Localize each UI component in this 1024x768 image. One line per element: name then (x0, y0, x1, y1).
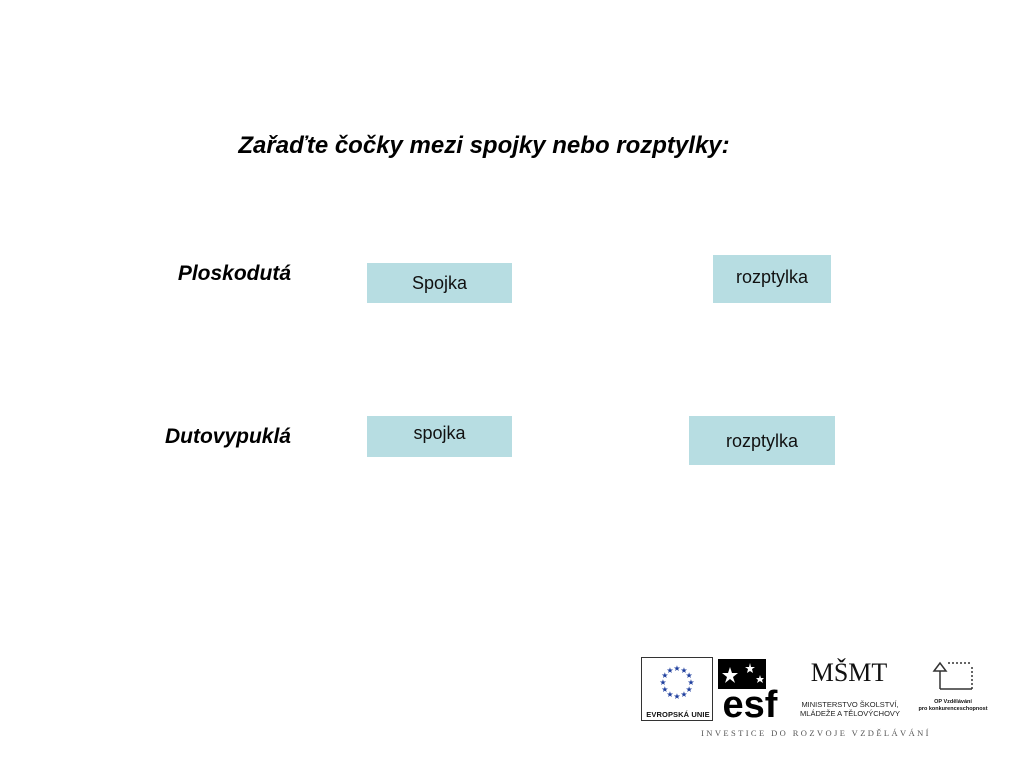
row-label-ploskoduta: Ploskodutá (177, 262, 291, 285)
op-label: OP Vzdělávání pro konkurenceschopnost (918, 699, 988, 712)
eu-star: ★ (661, 685, 669, 694)
answer-box-spojka-2[interactable]: spojka (367, 416, 512, 457)
eu-star: ★ (666, 690, 674, 700)
eu-star: ★ (673, 664, 681, 673)
svg-text:esf: esf (722, 684, 778, 719)
eu-star: ★ (685, 685, 693, 694)
eu-star: ★ (680, 665, 688, 675)
eu-flag-icon (646, 661, 708, 705)
eu-star: ★ (659, 678, 667, 687)
row-label-dutovypukla: Dutovypuklá (164, 425, 291, 448)
funding-logos-footer (640, 652, 992, 740)
footer-tagline: INVESTICE DO ROZVOJE VZDĚLÁVÁNÍ (701, 728, 931, 738)
eu-star: ★ (680, 690, 688, 700)
slide-title: Zařaďte čočky mezi spojky nebo rozptylky: (238, 132, 730, 159)
answer-box-rozptylka-2[interactable]: rozptylka (689, 416, 835, 465)
eu-star: ★ (685, 671, 693, 680)
eu-star: ★ (673, 692, 681, 701)
answer-box-spojka[interactable]: Spojka (367, 263, 512, 303)
eu-star: ★ (661, 671, 669, 680)
op-vzdelavani-logo-icon (928, 657, 990, 697)
eu-logo (641, 657, 713, 721)
eu-label: EVROPSKÁ UNIE (646, 710, 710, 719)
esf-logo-icon (716, 657, 784, 719)
answer-box-rozptylka[interactable]: rozptylka (713, 255, 831, 303)
msmt-label: MINISTERSTVO ŠKOLSTVÍ, MLÁDEŽE A TĚLOVÝCHOVY (800, 700, 900, 718)
eu-star: ★ (687, 678, 695, 687)
svg-text:MŠMT: MŠMT (810, 658, 888, 687)
eu-star: ★ (666, 665, 674, 675)
